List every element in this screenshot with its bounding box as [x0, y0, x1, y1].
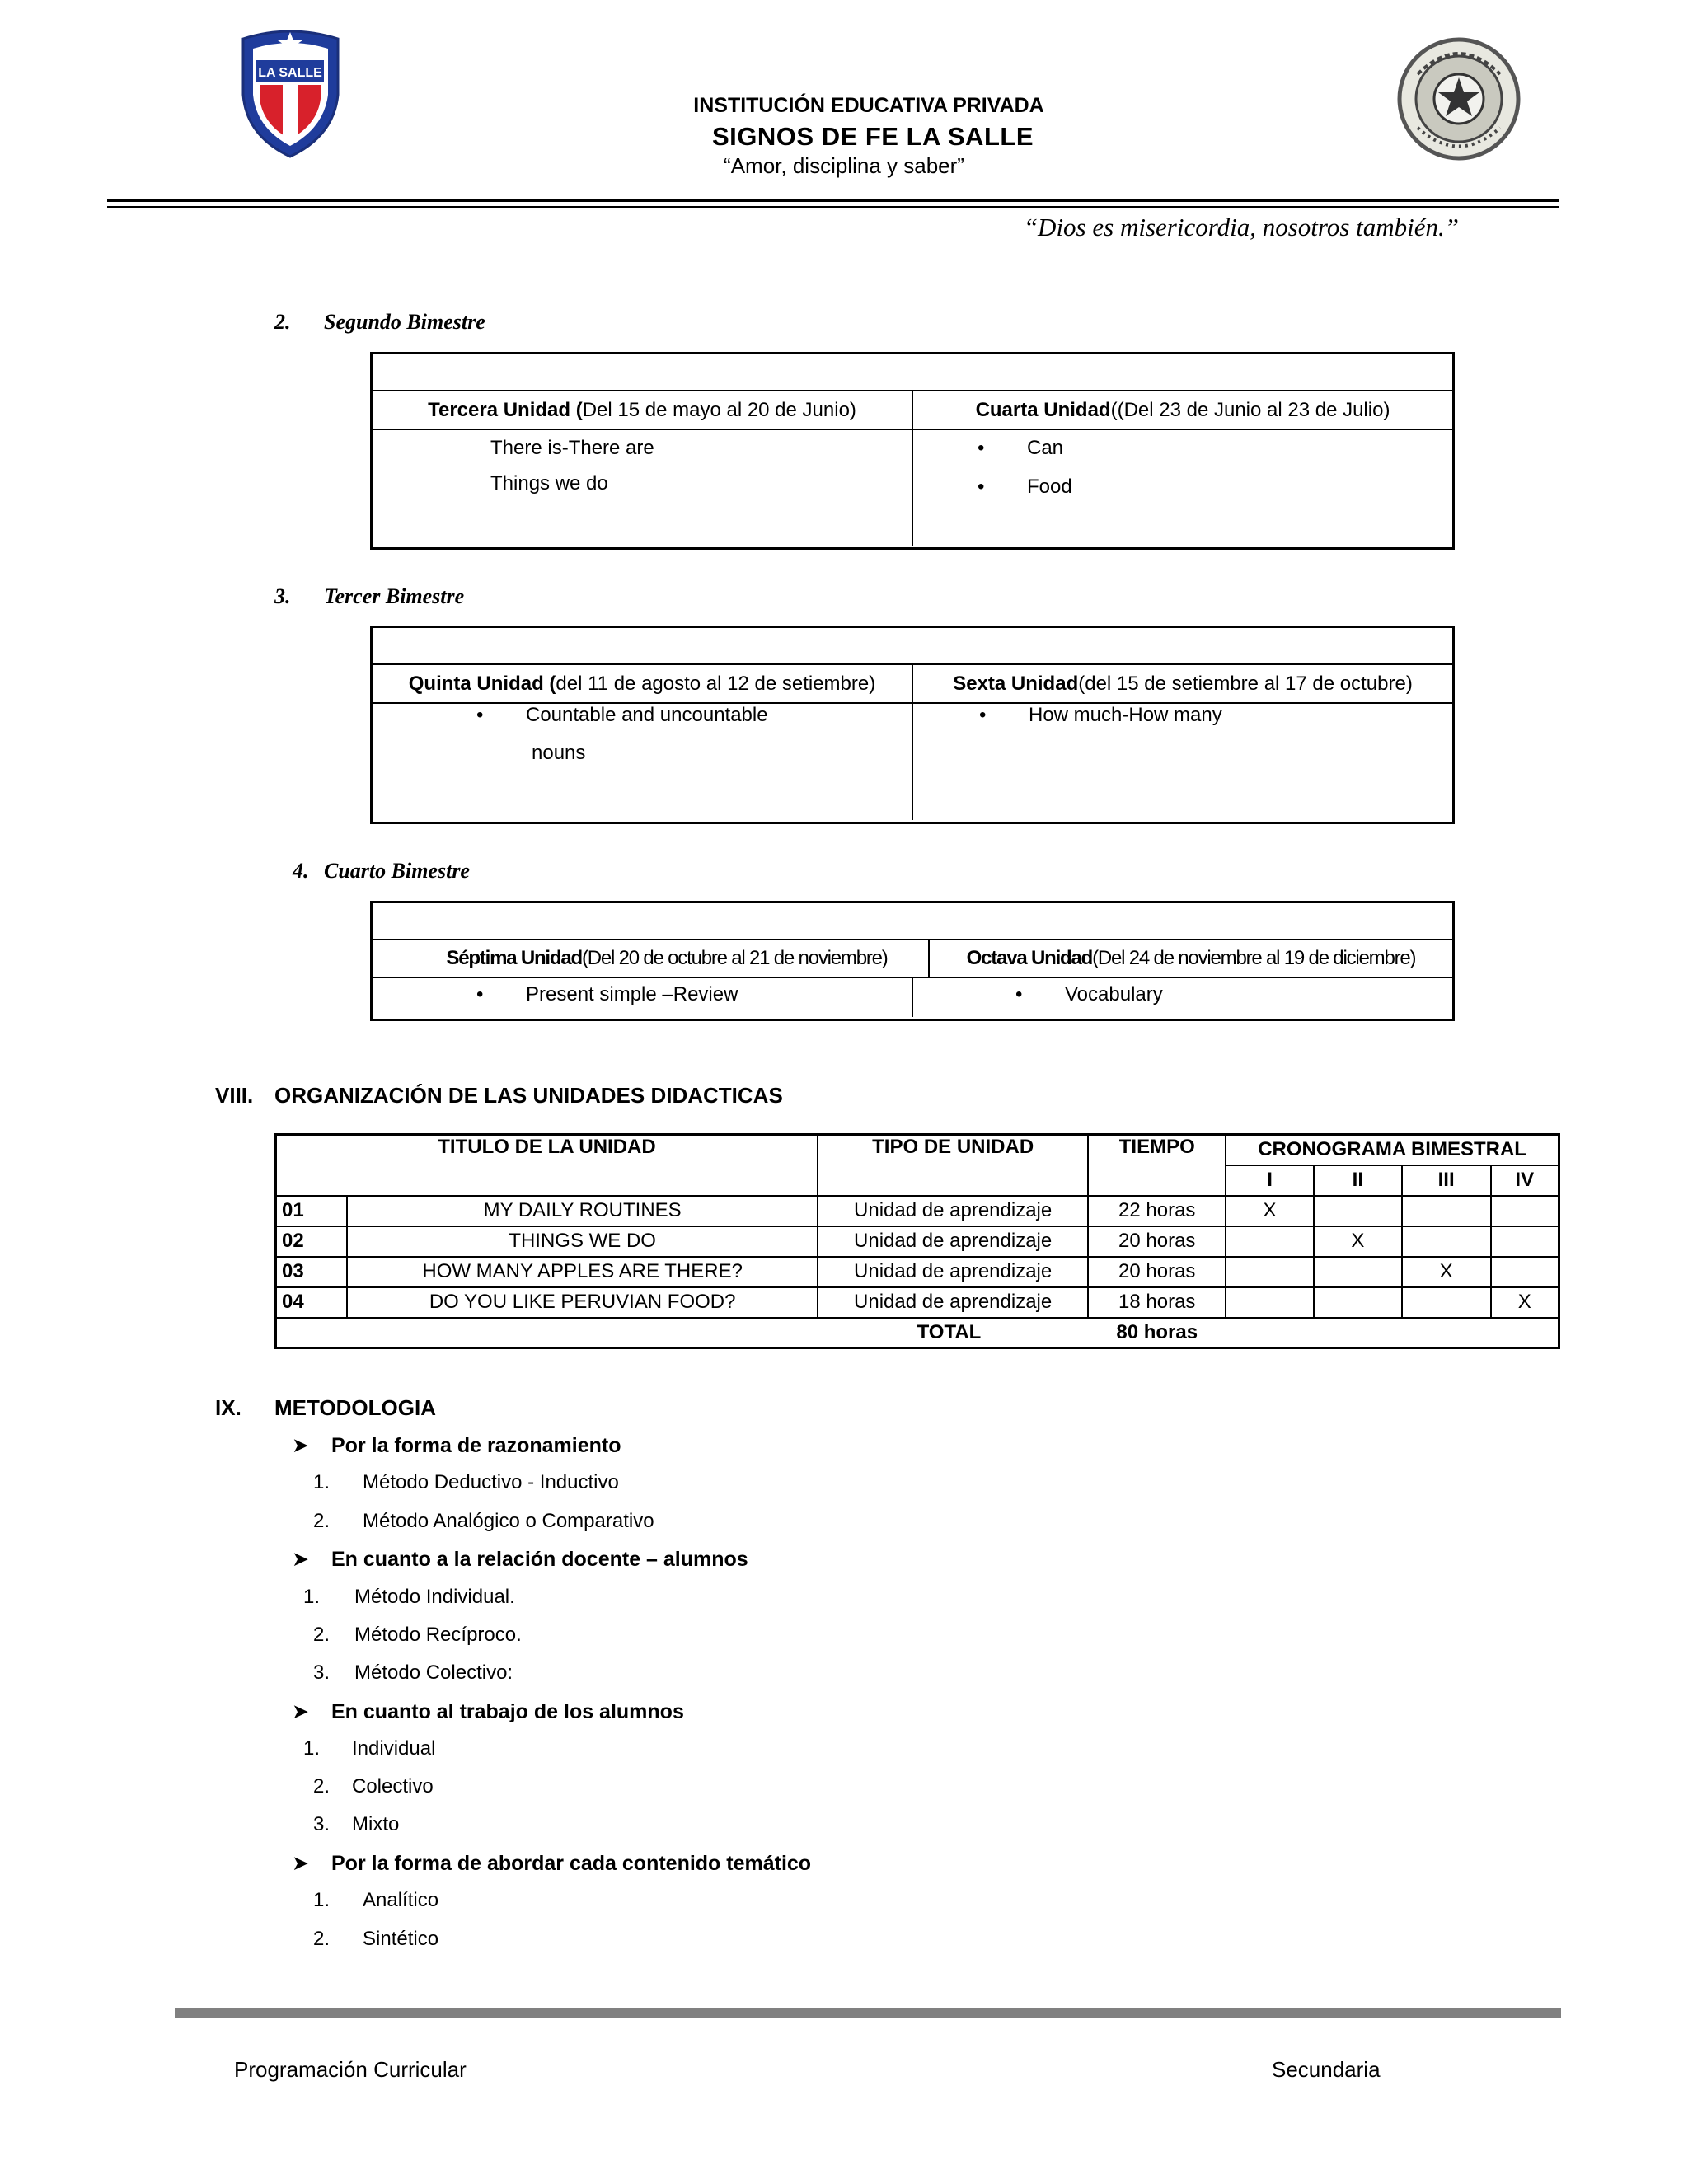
unit-topic: • How much-How many — [1029, 704, 1222, 727]
method-group-heading: ➤ En cuanto al trabajo de los alumnos — [292, 1700, 684, 1723]
unit-contents-right — [913, 978, 1452, 1017]
total-blank — [1226, 1318, 1559, 1348]
method-item: 1. Analítico — [313, 1889, 439, 1911]
unit-topic: • Food — [1027, 476, 1072, 499]
arrow-bullet-icon: ➤ — [292, 1548, 309, 1571]
footer-left-text: Programación Curricular — [234, 2057, 467, 2082]
bimestre-mark — [1226, 1257, 1314, 1287]
unit-topic: nouns — [532, 742, 586, 764]
unit-topic: Things we do — [490, 472, 608, 494]
method-group-heading: ➤ Por la forma de abordar cada contenido temático — [292, 1852, 812, 1875]
unit-header-left: Séptima Unidad (Del 20 de octubre al 21 de noviembre) — [373, 940, 930, 977]
arrow-bullet-icon: ➤ — [292, 1434, 309, 1457]
unit-number: 04 — [276, 1287, 348, 1318]
units-table-blank-row — [373, 628, 1452, 665]
units-table-bimestre-3 — [370, 626, 1455, 824]
unit-type: Unidad de aprendizaje — [818, 1287, 1088, 1318]
total-label: TOTAL — [276, 1318, 1089, 1348]
unit-title: HOW MANY APPLES ARE THERE? — [347, 1257, 818, 1287]
unit-topic: • Can — [1027, 437, 1063, 460]
units-organization-table — [274, 1133, 1560, 1349]
bimestre-mark — [1402, 1226, 1491, 1257]
bimestre-mark — [1314, 1257, 1402, 1287]
header-tiempo: TIEMPO — [1088, 1135, 1226, 1196]
header-divider-thin — [107, 206, 1559, 208]
footer-right-text: Secundaria — [1272, 2057, 1381, 2082]
unit-topic: • Present simple –Review — [526, 983, 738, 1006]
table-row — [276, 1226, 1559, 1257]
unit-type: Unidad de aprendizaje — [818, 1257, 1088, 1287]
method-item: 2. Colectivo — [313, 1775, 434, 1797]
header-bimestre-3: III — [1402, 1165, 1491, 1196]
unit-type: Unidad de aprendizaje — [818, 1226, 1088, 1257]
unit-topic: • Countable and uncountable — [526, 704, 768, 727]
header-titulo: TITULO DE LA UNIDAD — [276, 1135, 818, 1196]
bimestre-mark — [1491, 1196, 1559, 1226]
unit-header-left: Tercera Unidad ( Del 15 de mayo al 20 de Junio) — [373, 391, 913, 429]
header-quote: “Dios es misericordia, nosotros también.” — [1023, 213, 1459, 241]
header-bimestre-1: I — [1226, 1165, 1314, 1196]
unit-header-right: Sexta Unidad (del 15 de setiembre al 17 de octubre) — [953, 672, 1413, 695]
bimestre-mark — [1226, 1287, 1314, 1318]
header-divider — [107, 199, 1559, 202]
bimestre-mark — [1314, 1196, 1402, 1226]
bimestre-mark: X — [1226, 1196, 1314, 1226]
unit-contents-left — [373, 704, 913, 820]
unit-header-right: Cuarta Unidad ((Del 23 de Junio al 23 de Julio) — [975, 398, 1390, 421]
total-row — [276, 1318, 1559, 1348]
unit-time: 20 horas — [1088, 1257, 1226, 1287]
bimestre-mark: X — [1491, 1287, 1559, 1318]
unit-title: MY DAILY ROUTINES — [347, 1196, 818, 1226]
bimestre-heading: 3. Tercer Bimestre — [274, 584, 465, 608]
units-table-bimestre-2 — [370, 352, 1455, 550]
arrow-bullet-icon: ➤ — [292, 1700, 309, 1723]
method-item: 3. Mixto — [313, 1813, 400, 1835]
table-row — [276, 1287, 1559, 1318]
section-viii-heading: VIII. ORGANIZACIÓN DE LAS UNIDADES DIDACTICAS — [215, 1083, 783, 1108]
arrow-bullet-icon: ➤ — [292, 1852, 309, 1875]
method-item: 2. Método Analógico o Comparativo — [313, 1510, 654, 1532]
header-cronograma: CRONOGRAMA BIMESTRAL — [1226, 1135, 1559, 1165]
bimestre-heading: 4. Cuarto Bimestre — [293, 859, 470, 883]
section-ix-heading: IX. METODOLOGIA — [215, 1395, 436, 1420]
method-item: 1. Método Individual. — [303, 1586, 515, 1608]
method-item: 2. Sintético — [313, 1928, 439, 1950]
unit-contents-right — [913, 430, 1452, 546]
unit-time: 22 horas — [1088, 1196, 1226, 1226]
unit-number: 01 — [276, 1196, 348, 1226]
header-tipo: TIPO DE UNIDAD — [818, 1135, 1088, 1196]
method-item: 1. Individual — [303, 1737, 436, 1760]
method-item: 1. Método Deductivo - Inductivo — [313, 1471, 619, 1493]
method-group-heading: ➤ Por la forma de razonamiento — [292, 1434, 621, 1457]
unit-contents-right — [913, 704, 1452, 820]
unit-time: 20 horas — [1088, 1226, 1226, 1257]
unit-number: 03 — [276, 1257, 348, 1287]
bimestre-mark: X — [1314, 1226, 1402, 1257]
institution-name: SIGNOS DE FE LA SALLE — [712, 122, 1034, 151]
table-row — [276, 1257, 1559, 1287]
method-item: 3. Método Colectivo: — [313, 1661, 513, 1684]
bimestre-mark — [1402, 1196, 1491, 1226]
table-row — [276, 1196, 1559, 1226]
institution-motto: “Amor, disciplina y saber” — [724, 153, 964, 178]
units-table-blank-row — [373, 903, 1452, 940]
method-group-heading: ➤ En cuanto a la relación docente – alumnos — [292, 1548, 748, 1571]
unit-title: THINGS WE DO — [347, 1226, 818, 1257]
total-value: 80 horas — [1088, 1318, 1226, 1348]
bimestre-mark — [1226, 1226, 1314, 1257]
bimestre-mark — [1314, 1287, 1402, 1318]
header-bimestre-4: IV — [1491, 1165, 1559, 1196]
bimestre-mark: X — [1402, 1257, 1491, 1287]
bimestre-mark — [1491, 1257, 1559, 1287]
method-item: 2. Método Recíproco. — [313, 1624, 522, 1646]
units-table-bimestre-4 — [370, 901, 1455, 1021]
unit-title: DO YOU LIKE PERUVIAN FOOD? — [347, 1287, 818, 1318]
header-bimestre-2: II — [1314, 1165, 1402, 1196]
unit-header-left: Quinta Unidad ( del 11 de agosto al 12 de setiembre) — [373, 665, 913, 702]
bimestre-heading: 2. Segundo Bimestre — [274, 310, 485, 334]
unit-header-right: Octava Unidad (Del 24 de noviembre al 19 de diciembre) — [966, 947, 1416, 969]
footer-divider — [175, 2008, 1561, 2018]
unit-contents-left — [373, 430, 913, 546]
bimestre-mark — [1491, 1226, 1559, 1257]
unit-type: Unidad de aprendizaje — [818, 1196, 1088, 1226]
bimestre-mark — [1402, 1287, 1491, 1318]
unit-time: 18 horas — [1088, 1287, 1226, 1318]
units-table-blank-row — [373, 354, 1452, 391]
unit-contents-left — [373, 978, 913, 1017]
svg-text:LA SALLE: LA SALLE — [258, 66, 322, 80]
unit-topic: There is-There are — [490, 437, 654, 459]
unit-topic: • Vocabulary — [1065, 983, 1163, 1006]
unit-number: 02 — [276, 1226, 348, 1257]
institution-type: INSTITUCIÓN EDUCATIVA PRIVADA — [693, 94, 1044, 117]
